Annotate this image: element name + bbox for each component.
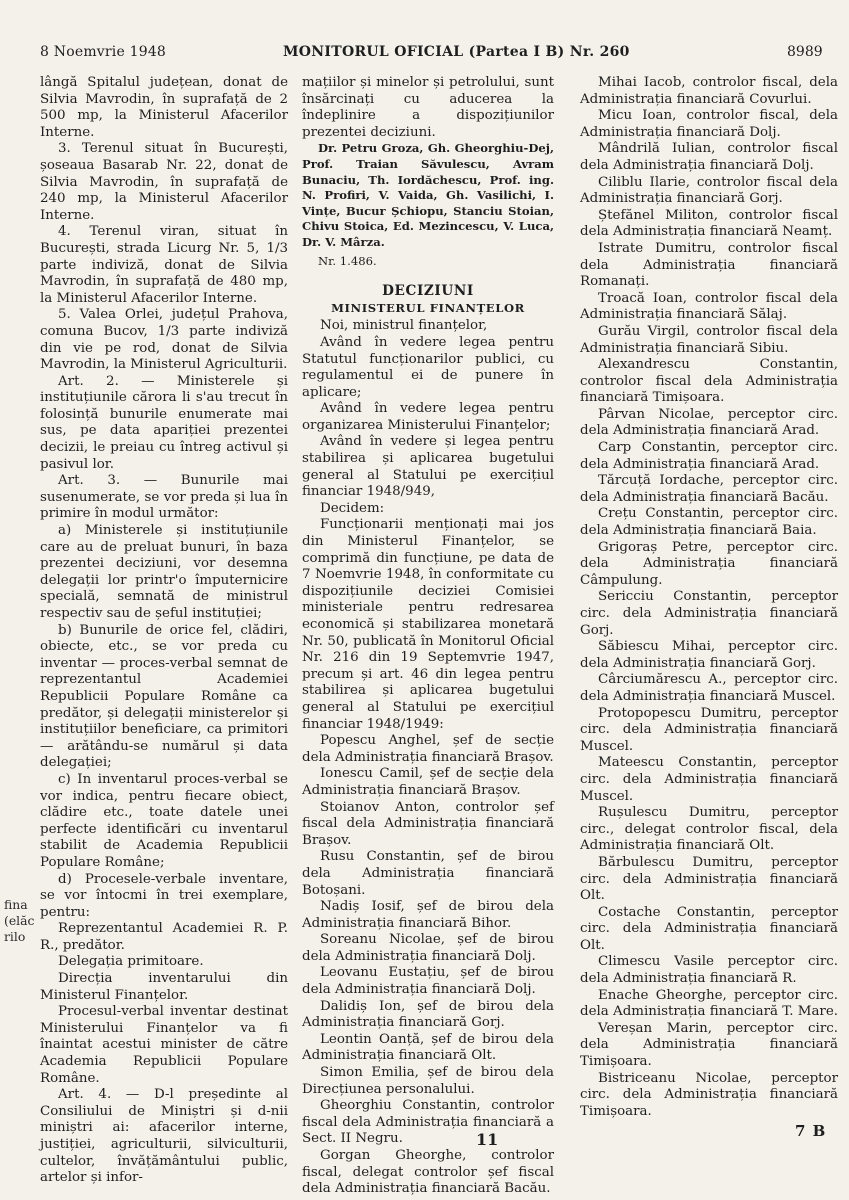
list-item: Bărbulescu Dumitru, perceptor circ. dela Administrația financiară Olt. — [580, 854, 838, 904]
margin-note-line: fina — [4, 897, 28, 912]
list-item: Micu Ioan, controlor fiscal, dela Administrația financiară Dolj. — [580, 108, 838, 140]
list-item: Bistriceanu Nicolae, perceptor circ. dela Administrația financiară Timișoara. — [580, 1070, 838, 1119]
recipient-item: Direcția inventarului din Ministerul Finanțelor. — [40, 971, 288, 1003]
list-item: Ciliblu Ilarie, controlor fiscal dela Administrația financiară Gorj. — [580, 174, 838, 207]
article-paragraph: Art. 2. — Ministerele și instituțiunile cărora li s'au trecut în folosință bunurile enumerate mai sus, pe data apariției prezentei decizii, le preiau cu întreg activul și pasivul lor. — [40, 373, 288, 472]
list-item: Soreanu Nicolae, șef de birou dela Administrația financiară Dolj. — [302, 932, 554, 964]
list-item: d) Procesele-verbale inventare, se vor întocmi în trei exemplare, pentru: — [40, 871, 288, 920]
list-item: Tărcuță Iordache, perceptor circ. dela Administrația financiară Bacău. — [580, 473, 838, 505]
recipient-item: Reprezentantul Academiei R. P. R., predător. — [40, 921, 288, 953]
list-item: Ștefănel Militon, controlor fiscal dela Administrația financiară Neamț. — [580, 207, 838, 240]
list-item: Gheorghiu Constantin, controlor fiscal dela Administrația financiară a Sect. II Negru. — [302, 1098, 554, 1147]
paragraph: Funcționarii menționați mai jos din Ministerul Finanțelor, se comprimă din funcțiune, pe data de 7 Noemvrie 1948, în conformitate cu dispozițiunile deciziei Comisiei ministeriale pentru redresarea economică și stabilizarea monetară Nr. 50, publicată în Monitorul Oficial Nr. 216 din 19 Septemvrie 1947, precum și art. 46 din legea pentru stabilirea și aplicarea bugetului general al Statului pe exercițiul financiar 1948/1949: — [302, 517, 554, 732]
margin-note — [4, 897, 38, 945]
paragraph: Având în vedere legea pentru Statutul funcționarilor publici, cu regulamentul ei de punere în aplicare; — [302, 334, 554, 400]
section-subheading: MINISTERUL FINANȚELOR — [331, 300, 525, 315]
list-item: Alexandrescu Constantin, controlor fiscal dela Administrația financiară Timișoara. — [580, 357, 838, 406]
list-item: Troacă Ioan, controlor fiscal dela Administrația financiară Sălaj. — [580, 290, 838, 323]
publication-title: MONITORUL OFICIAL (Partea I B) Nr. 260 — [283, 44, 630, 60]
paragraph: 4. Terenul viran, situat în București, strada Licurg Nr. 5, 1/3 parte indiviză, donat de Silvia Mavrodin, în suprafață de 480 mp, la Ministerul Afacerilor Interne. — [40, 224, 288, 306]
list-item: Dalidiș Ion, șef de birou dela Administrația financiară Gorj. — [302, 998, 554, 1031]
list-item: Leontin Oanță, șef de birou dela Administrația financiară Olt. — [302, 1031, 554, 1064]
paragraph: 5. Valea Orlei, județul Prahova, comuna Bucov, 1/3 parte indiviză din vie pe rod, donat de Silvia Mavrodin, la Ministerul Agriculturii. — [40, 307, 288, 373]
list-item: Gurău Virgil, controlor fiscal dela Administrația financiară Sibiu. — [580, 323, 838, 356]
list-item: Săbiescu Mihai, perceptor circ. dela Administrația financiară Gorj. — [580, 639, 838, 671]
page-number: 8989 — [787, 44, 823, 60]
paragraph: Procesul-verbal inventar destinat Ministerului Finanțelor va fi înaintat acestui minister de către Academia Republicii Populare Române. — [40, 1004, 288, 1086]
column-right — [580, 75, 839, 1119]
list-item: Enache Gheorghe, perceptor circ. dela Administrația financiară T. Mare. — [580, 987, 839, 1020]
list-item: Mândrilă Iulian, controlor fiscal dela Administrația financiară Dolj. — [580, 141, 838, 173]
margin-note-line: (elăc — [4, 913, 35, 928]
column-left — [40, 75, 288, 1186]
list-item: Protopopescu Dumitru, perceptor circ. dela Administrația financiară Muscel. — [580, 705, 838, 754]
list-item: a) Ministerele și instituțiunile care au de preluat bunuri, în baza prezentei deciziuni, vor desemna delegații lor printr'o împuternicire specială, semnată de ministrul respectiv sau de șeful instituției; — [40, 523, 288, 621]
list-item: Climescu Vasile perceptor circ. dela Administrația financiară R. — [580, 954, 838, 987]
list-item: Gorgan Gheorghe, controlor fiscal, delegat controlor șef fiscal dela Administrația financiară Bacău. — [302, 1148, 554, 1197]
list-item: Popescu Anghel, șef de secție dela Administrația financiară Brașov. — [302, 733, 554, 765]
decision-number: Nr. 1.486. — [318, 253, 377, 268]
list-item: Rușulescu Dumitru, perceptor circ., delegat controlor fiscal, dela Administrația financiară Olt. — [580, 805, 838, 854]
list-item: Leovanu Eustațiu, șef de birou dela Administrația financiară Dolj. — [302, 965, 554, 998]
list-item: Istrate Dumitru, controlor fiscal dela Administrația financiară Romanați. — [580, 240, 838, 290]
footer-tag: 7 B — [795, 1122, 827, 1140]
section-heading: DECIZIUNI — [382, 283, 474, 300]
paragraph: lângă Spitalul județean, donat de Silvia Mavrodin, în suprafață de 2 500 mp, la Ministerul Afacerilor Interne. — [40, 75, 288, 140]
article-paragraph: Art. 4. — D-l președinte al Consiliului de Miniștri și d-nii miniștri ai: afacerilor interne, justiției, agriculturii, silviculturii, cultelor, învățământului public, artelor și infor- — [40, 1087, 288, 1186]
list-item: Simon Emilia, șef de birou dela Direcțiunea personalului. — [302, 1065, 554, 1097]
paragraph: Noi, ministrul finanțelor, — [320, 318, 488, 334]
list-item: Crețu Constantin, perceptor circ. dela Administrația financiară Baia. — [580, 506, 838, 539]
list-item: Rusu Constantin, șef de birou dela Administrația financiară Botoșani. — [302, 849, 554, 898]
paragraph: Având în vedere legea pentru organizarea Ministerului Finanțelor; — [302, 401, 554, 433]
list-item: Mateescu Constantin, perceptor circ. dela Administrația financiară Muscel. — [580, 755, 838, 804]
paragraph: Având în vedere și legea pentru stabilirea și aplicarea bugetului general al Statului pe exercițiul financiar 1948/949, — [302, 434, 554, 500]
list-item: b) Bunurile de orice fel, clădiri, obiecte, etc., se vor preda cu inventar — proces-verbal semnat de reprezentantul Academiei Republicii Populare Române ca predător, și delegații ministerelor și instituțiilor beneficiare, ca primitori — arătându-se numărul și data delegației; — [40, 622, 288, 771]
list-item: c) In inventarul proces-verbal se vor indica, pentru fiecare obiect, clădire etc., toate datele unei perfecte identificări cu inventarul stabilit de Academia Republicii Populare Române; — [40, 771, 288, 870]
list-item: Costache Constantin, perceptor circ. dela Administrația financiară Olt. — [580, 904, 838, 953]
list-item: Vereșan Marin, perceptor circ. dela Administrația financiară Timișoara. — [580, 1020, 838, 1070]
list-item: Ionescu Camil, șef de secție dela Administrația financiară Brașov. — [302, 766, 554, 798]
list-item: Nadiș Iosif, șef de birou dela Administrația financiară Bihor. — [302, 899, 554, 931]
recipient-item: Delegația primitoare. — [58, 954, 204, 970]
list-item: Mihai Iacob, controlor fiscal, dela Administrația financiară Covurlui. — [580, 75, 838, 107]
page-header — [0, 44, 849, 66]
paragraph: mațiilor și minelor și petrolului, sunt însărcinați cu aducerea la îndeplinire a dispozițiunilor prezentei deciziuni. — [302, 75, 554, 140]
list-item: Grigoraș Petre, perceptor circ. dela Administrația financiară Câmpulung. — [580, 539, 838, 588]
signatories: Dr. Petru Groza, Gh. Gheorghiu-Dej, Prof. Traian Săvulescu, Avram Bunaciu, Th. Iordăchescu, Prof. ing. N. Profiri, V. Vaida, Gh. Vasilichi, I. Vințe, Bucur Șchiopu, Stanciu Stoian, Chivu Stoica, Ed. Mezincescu, V. Luca, Dr. V. Mârza. — [302, 141, 554, 249]
issue-date: 8 Noemvrie 1948 — [40, 44, 167, 60]
list-item: Sericciu Constantin, perceptor circ. dela Administrația financiară Gorj. — [580, 589, 838, 638]
footer-page-number: 11 — [476, 1130, 499, 1149]
list-item: Stoianov Anton, controlor șef fiscal dela Administrația financiară Brașov. — [302, 799, 554, 848]
article-paragraph: Art. 3. — Bunurile mai susenumerate, se vor preda și lua în primire în modul următor: — [40, 473, 288, 522]
paragraph: 3. Terenul situat în București, șoseaua Basarab Nr. 22, donat de Silvia Mavrodin, în suprafață de 240 mp, la Ministerul Afacerilor Interne. — [40, 141, 288, 223]
list-item: Carp Constantin, perceptor circ. dela Administrația financiară Arad. — [580, 440, 838, 472]
list-item: Pârvan Nicolae, perceptor circ. dela Administrația financiară Arad. — [580, 406, 838, 439]
paragraph: Decidem: — [320, 500, 385, 516]
margin-note-line: rilo — [4, 929, 26, 944]
list-item: Cârciumărescu A., perceptor circ. dela Administrația financiară Muscel. — [580, 672, 838, 704]
